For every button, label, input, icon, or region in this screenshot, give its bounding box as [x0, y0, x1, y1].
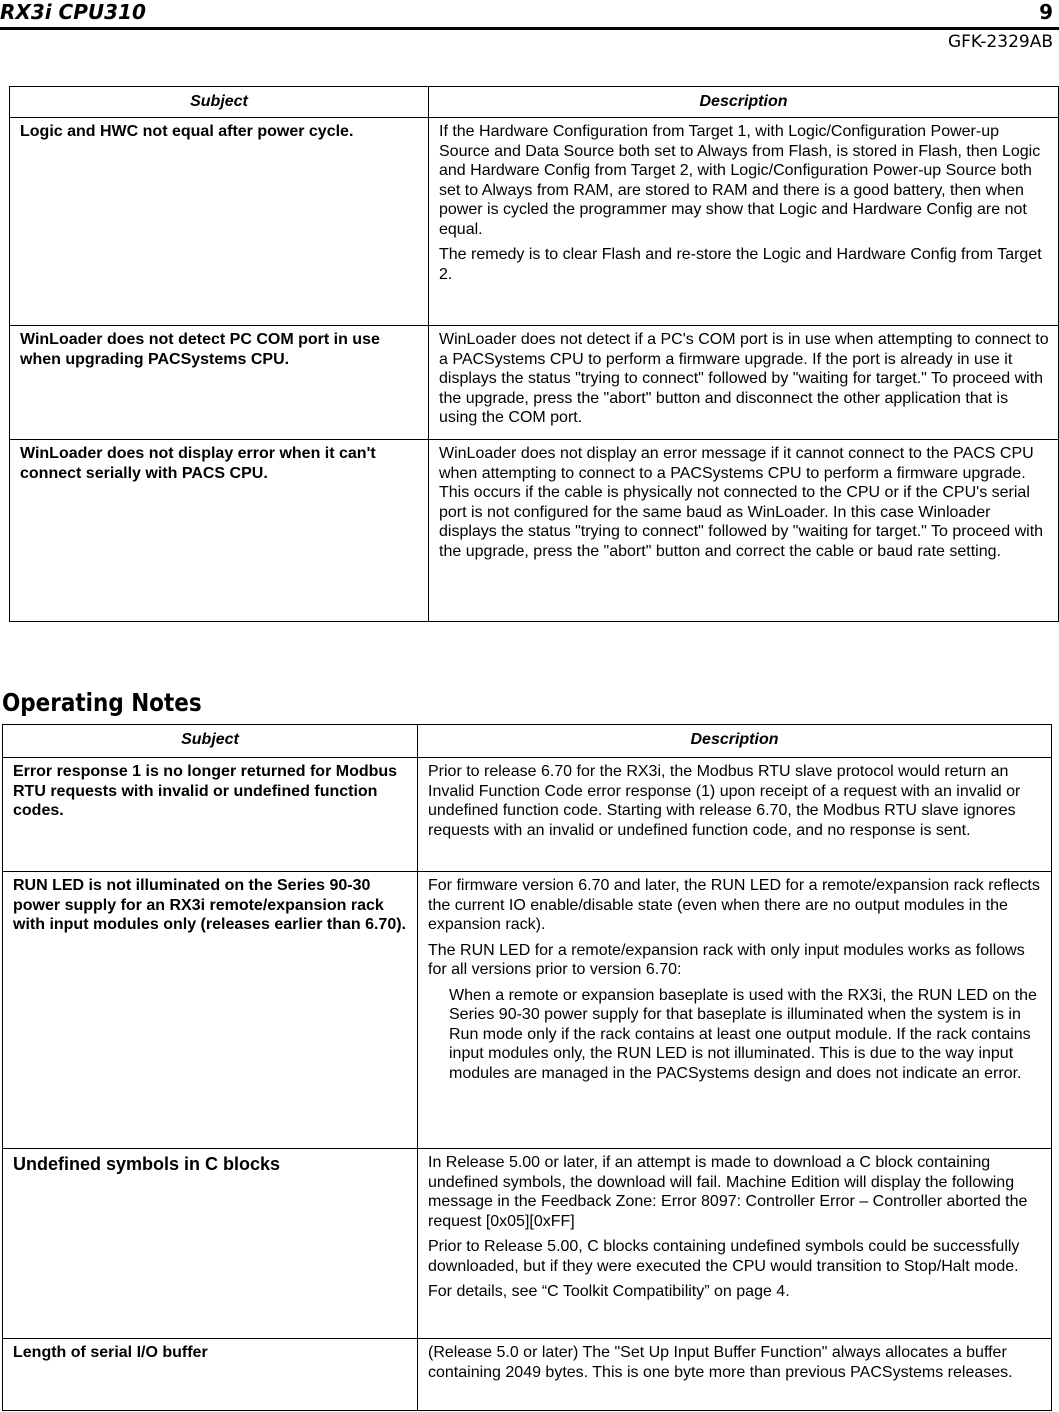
row-description	[418, 758, 1052, 872]
table-row	[10, 440, 1059, 622]
row-description	[429, 440, 1059, 622]
row-subject: Length of serial I/O buffer	[3, 1339, 418, 1411]
table-row	[3, 758, 1052, 872]
row-subject: RUN LED is not illuminated on the Series 90-30 power supply for an RX3i remote/expansion rack with input modules only (releases earlier than 6.70).	[3, 872, 418, 1149]
description-paragraph: For details, see “C Toolkit Compatibility” on page 4.	[428, 1283, 790, 1300]
row-description	[429, 118, 1059, 326]
known-issues-table	[9, 86, 1059, 622]
description-column-header: Description	[429, 87, 1059, 118]
operating-notes-table	[2, 724, 1052, 1411]
row-subject: Undefined symbols in C blocks	[3, 1149, 418, 1339]
description-paragraph: Prior to Release 5.00, C blocks containing undefined symbols could be successfully downloaded, but if they were executed the CPU would transition to Stop/Halt mode.	[428, 1238, 1020, 1275]
description-paragraph: (Release 5.0 or later) The "Set Up Input Buffer Function" always allocates a buffer containing 2049 bytes. This is one byte more than previous PACSystems releases.	[428, 1344, 1013, 1381]
description-paragraph: If the Hardware Configuration from Target 1, with Logic/Configuration Power-up Source and Data Source both set to Always from Flash, is stored in Flash, then Logic and Hardware Config from Target 2, with Logic/Configuration Power-up Source both set to Always from RAM, are stored to RAM and there is a good battery, then when power is cycled the programmer may show that Logic and Hardware Config are not equal.	[439, 123, 1041, 238]
description-column-header: Description	[418, 725, 1052, 758]
description-paragraph: In Release 5.00 or later, if an attempt is made to download a C block containing undefined symbols, the download will fail. Machine Edition will display the following message in the Feedback Zone: Error 8097: Controller Error – Controller aborted the request [0x05][0xFF]	[428, 1154, 1028, 1230]
description-paragraph: The remedy is to clear Flash and re-store the Logic and Hardware Config from Target 2.	[439, 246, 1042, 283]
operating-notes-title: Operating Notes	[2, 688, 202, 717]
row-subject: WinLoader does not detect PC COM port in use when upgrading PACSystems CPU.	[10, 326, 429, 440]
row-subject: Logic and HWC not equal after power cycle.	[10, 118, 429, 326]
table-row	[10, 326, 1059, 440]
header-doc-id: GFK-2329AB	[947, 32, 1053, 52]
row-description	[418, 1149, 1052, 1339]
table-row	[3, 1339, 1052, 1411]
table-header-row	[3, 725, 1052, 758]
table-row	[3, 872, 1052, 1149]
header-rule	[0, 27, 1059, 30]
description-paragraph: WinLoader does not display an error message if it cannot connect to the PACS CPU when attempting to connect to a PACSystems CPU to perform a firmware upgrade. This occurs if the cable is physically not connected to the CPU or if the CPU's serial port is not configured for the same baud as WinLoader. In this case Winloader displays the status "trying to connect" followed by "waiting for target." To proceed with the upgrade, press the "abort" button and correct the cable or baud rate setting.	[439, 445, 1044, 560]
header-product-title: RX3i CPU310	[0, 0, 146, 24]
row-subject: Error response 1 is no longer returned for Modbus RTU requests with invalid or undefined function codes.	[3, 758, 418, 872]
table-row	[10, 118, 1059, 326]
table-row	[3, 1149, 1052, 1339]
subject-column-header: Subject	[10, 87, 429, 118]
subject-column-header: Subject	[3, 725, 418, 758]
header-page-number: 9	[1039, 0, 1053, 24]
row-description	[429, 326, 1059, 440]
row-description	[418, 872, 1052, 1149]
description-paragraph: WinLoader does not detect if a PC's COM port is in use when attempting to connect to a PACSystems CPU to perform a firmware upgrade. If the port is already in use it displays the status "trying to connect" followed by "waiting for target." To proceed with the upgrade, press the "abort" button and disconnect the other application that is using the COM port.	[439, 331, 1049, 426]
table-header-row	[10, 87, 1059, 118]
row-subject: WinLoader does not display error when it can't connect serially with PACS CPU.	[10, 440, 429, 622]
row-description	[418, 1339, 1052, 1411]
description-paragraph: Prior to release 6.70 for the RX3i, the Modbus RTU slave protocol would return an Invalid Function Code error response (1) upon receipt of a request with an invalid or undefined function code. Starting with release 6.70, the Modbus RTU slave ignores requests with an invalid or undefined function code, and no response is sent.	[428, 763, 1021, 839]
description-paragraph: The RUN LED for a remote/expansion rack with only input modules works as follows for all versions prior to version 6.70:	[428, 941, 1025, 978]
indented-note: When a remote or expansion baseplate is used with the RX3i, the RUN LED on the Series 90-30 power supply for that baseplate is illuminated when the system is in Run mode only if the rack contains at least one output module. If the rack contains input modules only, the RUN LED is not illuminated. This is due to the way input modules are managed in the PACSystems design and does not indicate an error.	[449, 986, 1037, 1082]
description-paragraph: For firmware version 6.70 and later, the RUN LED for a remote/expansion rack reflects the current IO enable/disable state (even when there are no output modules in the expansion rack).	[428, 877, 1040, 933]
